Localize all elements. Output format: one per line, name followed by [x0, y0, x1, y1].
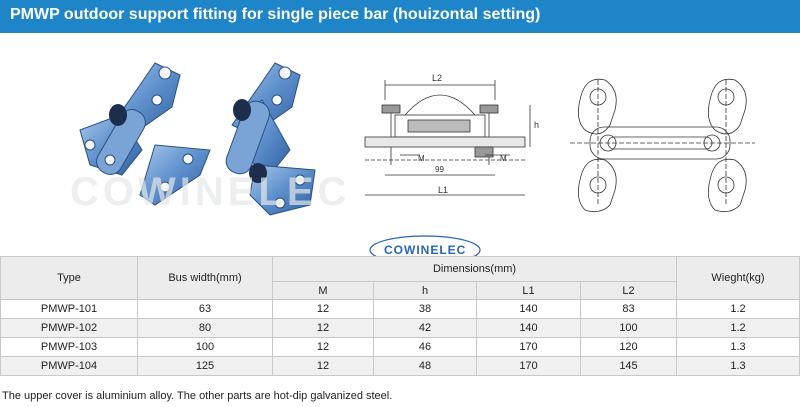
cell-m: 12: [273, 300, 374, 319]
cell-m: 12: [273, 319, 374, 338]
page-title: PMWP outdoor support fitting for single piece bar (houizontal setting): [10, 6, 541, 23]
cell-bus-width: 63: [138, 300, 273, 319]
cell-bus-width: 100: [138, 338, 273, 357]
cell-l1: 140: [477, 300, 581, 319]
cell-l1: 140: [477, 319, 581, 338]
brand-logo-text: COWINELEC: [384, 243, 467, 257]
cell-l2: 100: [581, 319, 677, 338]
header-weight: Wieght(kg): [677, 257, 800, 300]
header-type: Type: [1, 257, 138, 300]
cell-type: PMWP-103: [1, 338, 138, 357]
cell-l2: 83: [581, 300, 677, 319]
cell-h: 46: [374, 338, 477, 357]
subheader-m: M: [273, 282, 374, 300]
top-view-drawing: [560, 65, 760, 225]
cell-h: 38: [374, 300, 477, 319]
label-m-left: M: [418, 154, 425, 163]
cell-weight: 1.3: [677, 357, 800, 376]
cell-m: 12: [273, 357, 374, 376]
specifications-table: [0, 256, 800, 376]
cell-m: 12: [273, 338, 374, 357]
cell-l1: 170: [477, 357, 581, 376]
label-l1: L1: [438, 185, 449, 195]
label-h: h: [534, 120, 540, 130]
product-illustrations: [0, 40, 800, 255]
table-row: [1, 300, 800, 319]
table-row: [1, 357, 800, 376]
cell-weight: 1.2: [677, 300, 800, 319]
label-m-right: M: [500, 154, 507, 163]
cell-bus-width: 125: [138, 357, 273, 376]
watermark-text: COWINELEC: [70, 170, 351, 214]
label-l2: L2: [432, 73, 443, 83]
subheader-l1: L1: [477, 282, 581, 300]
cell-weight: 1.3: [677, 338, 800, 357]
subheader-h: h: [374, 282, 477, 300]
label-99: 99: [435, 165, 444, 174]
cell-l2: 120: [581, 338, 677, 357]
cell-l1: 170: [477, 338, 581, 357]
cell-l2: 145: [581, 357, 677, 376]
cell-h: 48: [374, 357, 477, 376]
side-view-drawing: [360, 65, 560, 225]
header-dimensions: Dimensions(mm): [273, 257, 677, 282]
table-row: [1, 338, 800, 357]
table-row: [1, 319, 800, 338]
header-bus-width: Bus width(mm): [138, 257, 273, 300]
cell-bus-width: 80: [138, 319, 273, 338]
subheader-l2: L2: [581, 282, 677, 300]
material-note: The upper cover is aluminium alloy. The other parts are hot-dip galvanized steel.: [2, 390, 393, 402]
cell-type: PMWP-101: [1, 300, 138, 319]
cell-type: PMWP-104: [1, 357, 138, 376]
cell-type: PMWP-102: [1, 319, 138, 338]
cell-weight: 1.2: [677, 319, 800, 338]
title-bar: [0, 0, 800, 33]
cell-h: 42: [374, 319, 477, 338]
